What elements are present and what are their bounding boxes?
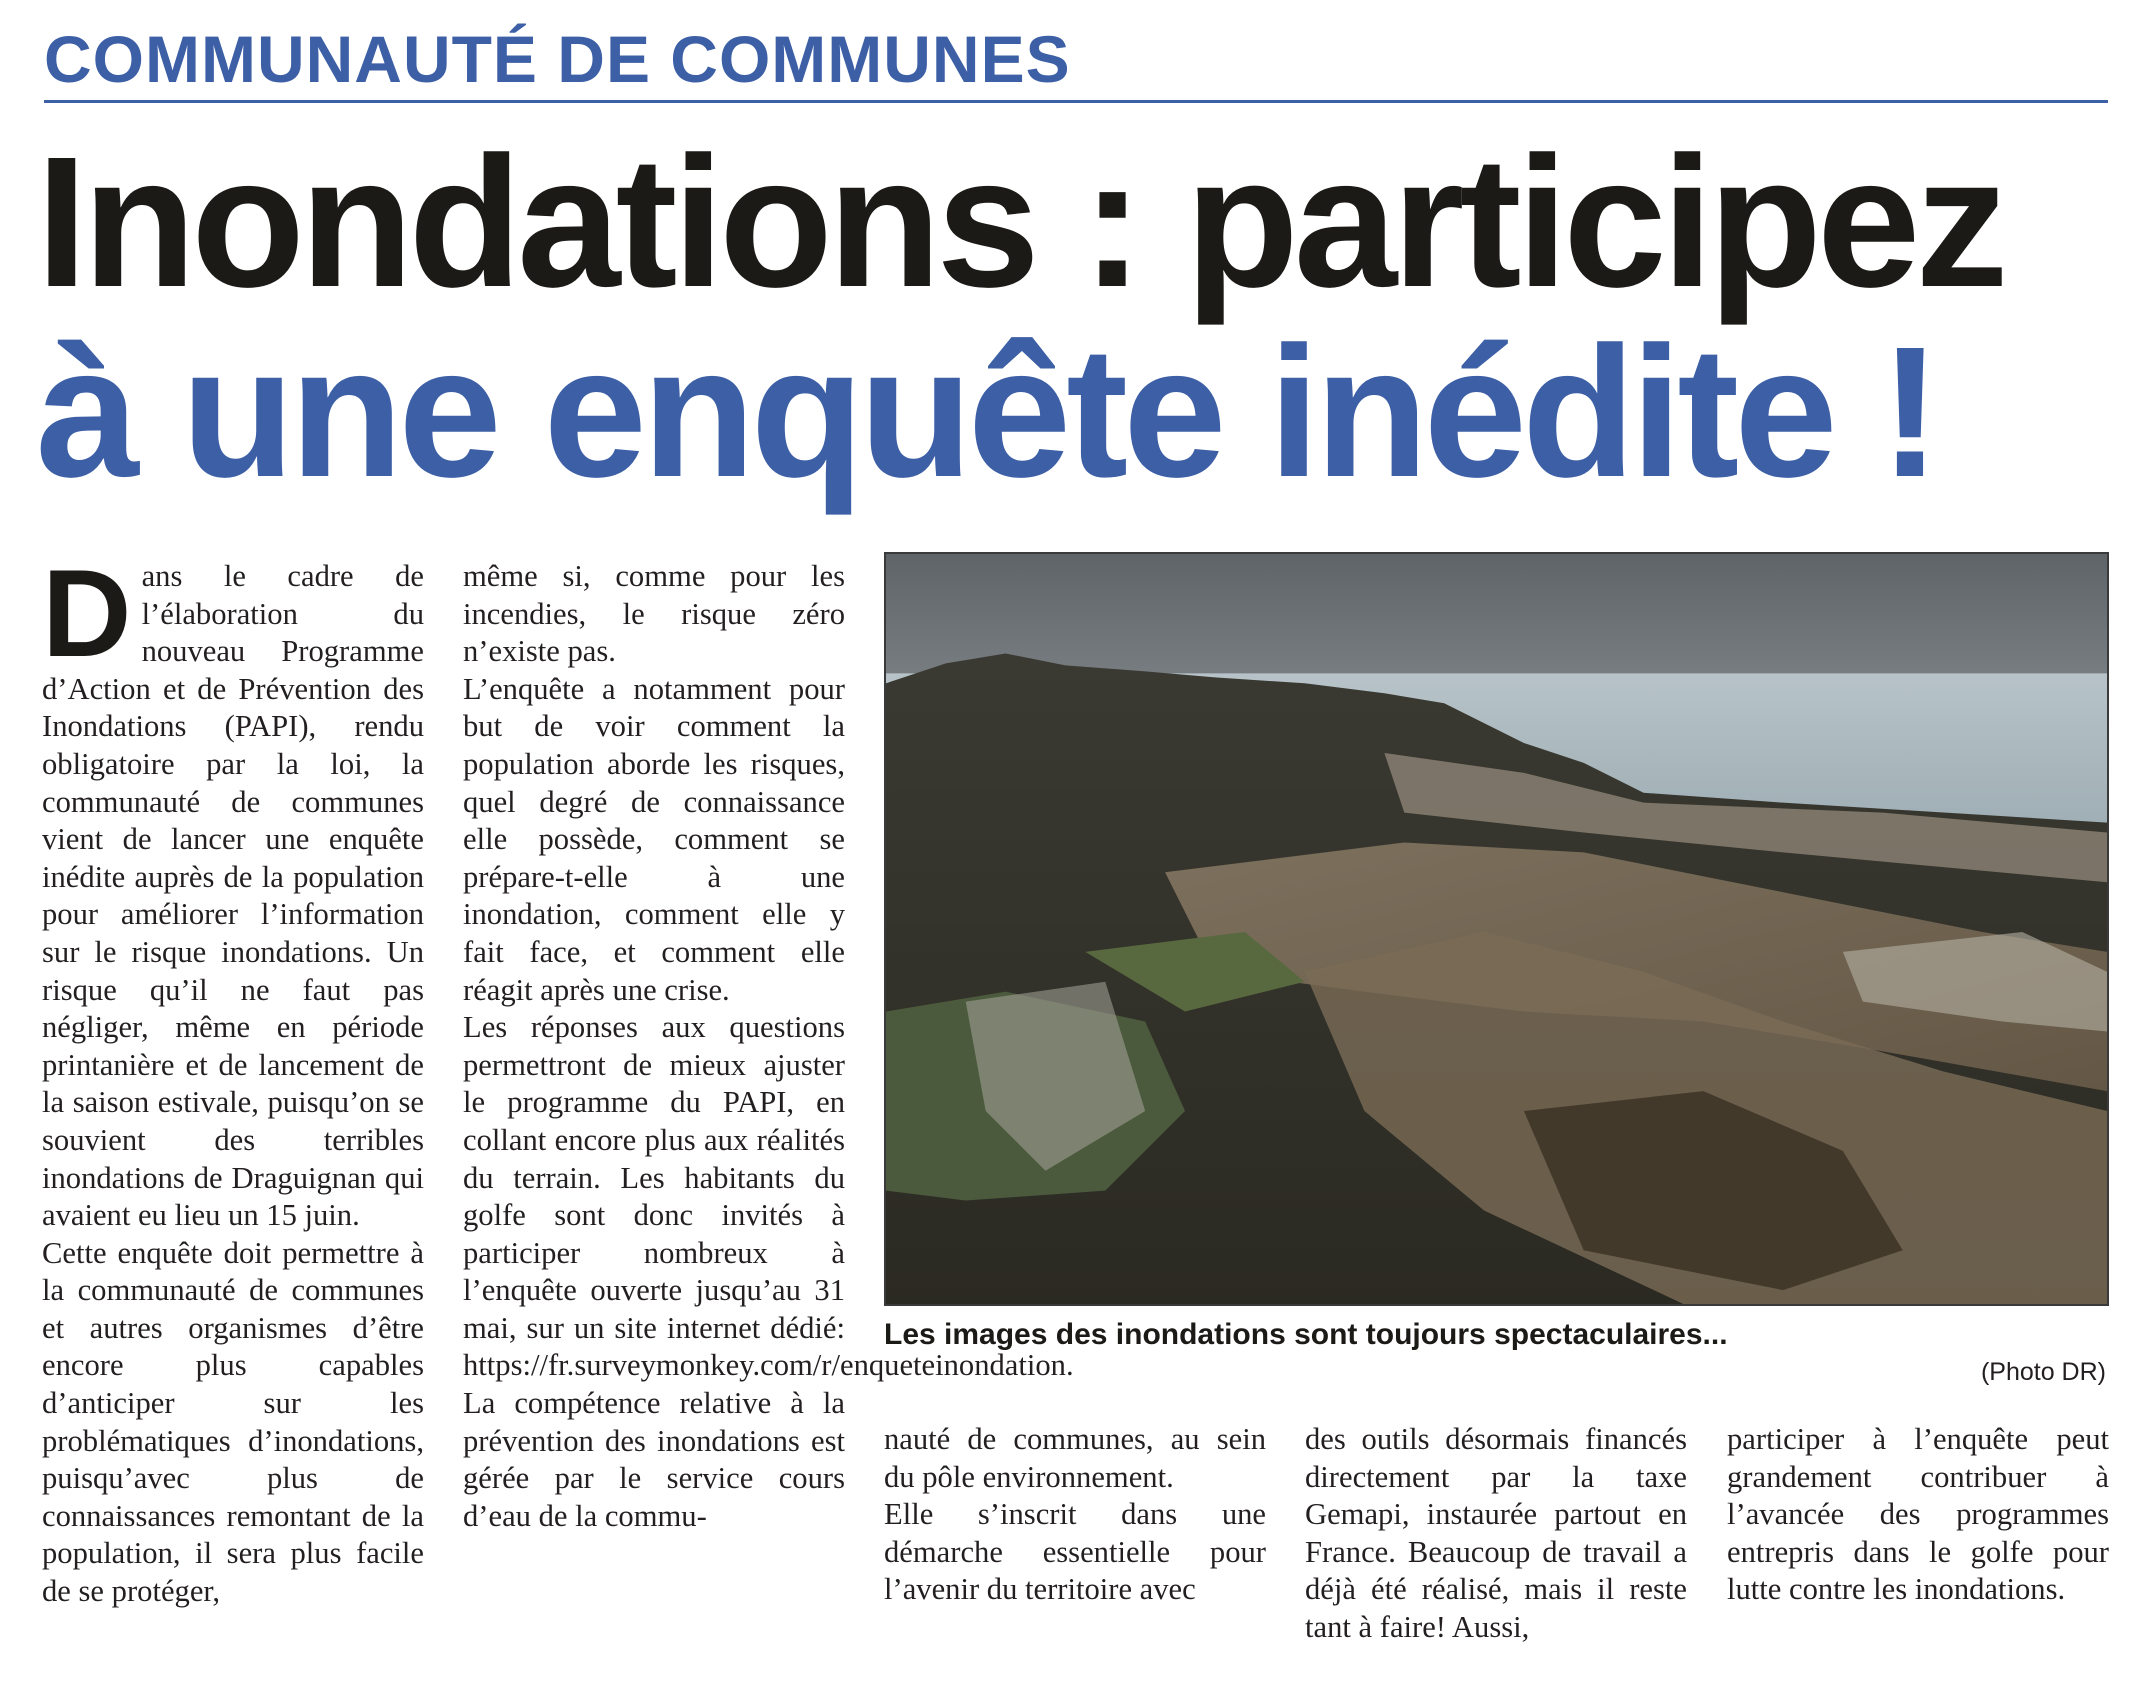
photo-caption: Les images des inondations sont toujours spectaculaires... <box>884 1318 1728 1351</box>
paragraph: même si, comme pour les incendies, le risque zéro n’existe pas. <box>463 559 845 669</box>
photo-illustration <box>886 554 2107 1304</box>
paragraph: participer à l’enquête peut grandement contribuer à l’avancée des programmes entrepris dans le golfe pour lutte contre les inondations. <box>1727 1422 2109 1607</box>
drop-cap: D <box>42 545 132 683</box>
paragraph: La compétence relative à la prévention des inondations est gérée par le service cours d’eau de la commu- <box>463 1386 845 1533</box>
article-column-2 <box>463 558 1074 1535</box>
paragraph-text: ans le cadre de l’élaboration du nouveau Programme d’Action et de Prévention des Inondations (PAPI), rendu obligatoire par la loi, la communauté de communes vient de lancer une enquête inédite auprès de la population pour améliorer l’information sur le risque inondations. Un risque qu’il ne faut pas négliger, même en période printanière et de lancement de la saison estivale, puisqu’on se souvient des terribles inondations de Draguignan qui avaient eu lieu un 15 juin. <box>42 559 424 1233</box>
headline-line-2: à une enquête inédite ! <box>36 309 1937 516</box>
section-kicker: COMMUNAUTÉ DE COMMUNES <box>44 22 1071 96</box>
paragraph: Elle s’inscrit dans une démarche essentielle pour l’avenir du territoire avec <box>884 1497 1266 1607</box>
paragraph: Cette enquête doit permettre à la communauté de communes et autres organismes d’être encore plus capables d’anticiper sur les problématiques d’inondations, puisqu’avec plus de connaissances remontant de la population, il sera plus facile de se protéger, <box>42 1235 424 1609</box>
paragraph: des outils désormais financés directement par la taxe Gemapi, instaurée partout en France. Beaucoup de travail a déjà été réalisé, mais il reste tant à faire! Aussi, <box>1305 1422 1687 1644</box>
article-column-1 <box>42 545 424 1611</box>
headline-line-1: Inondations : participez <box>36 119 2004 326</box>
kicker-divider <box>44 100 2108 103</box>
paragraph: L’enquête a notamment pour but de voir comment la population aborde les risques, quel degré de connaissance elle possède, comment se prépare-t-elle à une inondation, comment elle y fait face, et comment elle réagit après une crise. <box>463 671 845 1007</box>
article-column-5 <box>1727 1421 2109 1609</box>
paragraph <box>42 545 424 1235</box>
flood-aerial-photo <box>884 552 2109 1306</box>
paragraph: nauté de communes, au sein du pôle environnement. <box>884 1422 1266 1494</box>
article-column-4 <box>1305 1421 1687 1647</box>
photo-credit: (Photo DR) <box>1980 1358 2106 1386</box>
headline <box>36 119 2004 516</box>
article-column-3 <box>884 1421 1266 1609</box>
paragraph: Les réponses aux questions permettront de mieux ajuster le programme du PAPI, en collant encore plus aux réalités du terrain. Les habitants du golfe sont donc invités à participer nombreux à l’enquête ouverte jusqu’au 31 mai, sur un site internet dédié: https://fr.surveymonkey.com/r/enqueteinondation. <box>463 1010 1074 1383</box>
